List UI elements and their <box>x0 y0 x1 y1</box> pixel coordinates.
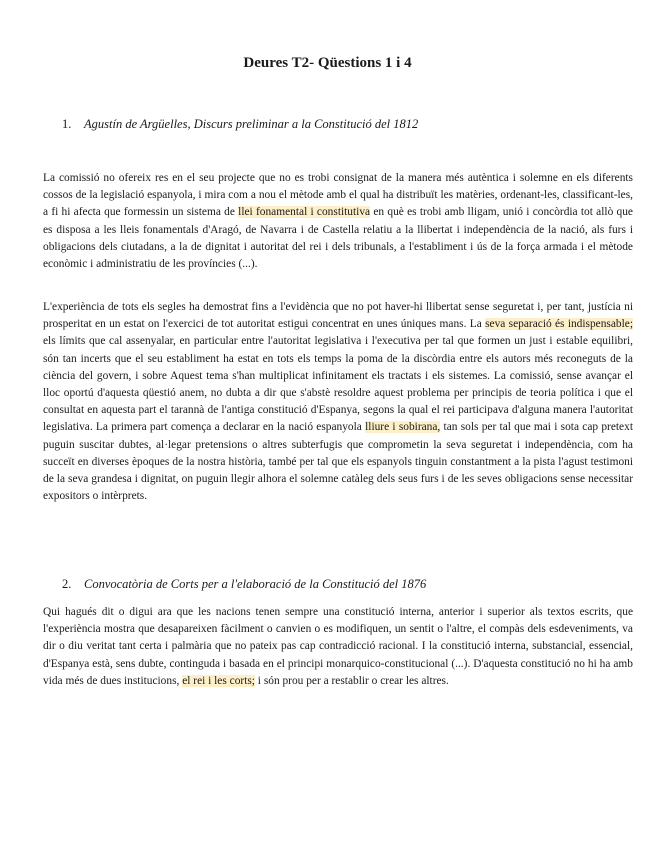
section-1-paragraph-2 <box>43 299 633 505</box>
text-run: en què es trobi amb lligam, unió i concòrdia tot allò que es disposa a les lleis fonamentals d'Aragó, de Navarra i de Castella relatiu a la llibertat i independència de la nació, als furs i obligacions dels ciutadans, a la de dignitat i autoritat del rei i dels tribunals, a l'establiment i ús de la força armada i el mètode econòmic i administratiu de les províncies (...). <box>43 206 633 271</box>
section-2-paragraph-1 <box>43 604 633 690</box>
text-run: i són prou per a restablir o crear les altres. <box>254 674 449 687</box>
highlighted-text: llei fonamental i constitutiva <box>238 206 371 219</box>
text-run: tan sols per tal que mai i sota cap pretext puguin suscitar dubtes, al·legar pretensions o altres subterfugis que comprometin la seva seguretat i independència, com ha succeït en diverses èpoques de la nostra història, també per tal que els espanyols tinguin constantment a la pista l'agust testimoni de la seva grandesa i dignitat, on puguin llegir alhora el solemne catàleg dels seus furs i de les seves obligacions sense necessitar expositors o intèrprets. <box>43 421 633 503</box>
section-1-number: 1. <box>62 117 72 131</box>
text-run: La comissió no ofereix res en el seu projecte que no es trobi consignat de la manera més autèntica i solemne en els diferents cossos de la legislació espanyola, i mira com a nou el mètode amb el qual ha distribuït les matèries, ordenant-les, classificant-les, a fi hi afecta que formessin un sistema de <box>43 172 633 219</box>
text-run: Qui hagués dit o digui ara que les nacions tenen sempre una constitució interna, anterior i superior als textos escrits, que l'experiència mostra que desapareixen fàcilment o canvien o es modifiquen, un sentit o l'altre, el compàs dels esdeveniments, va dir o diu veritat tant certa i palmària que no pateix pas cap contradicció racional. I la constitució interna, substancial, essencial, d'Espanya està, sens dubte, continguda i basada en el principi monarquico-constitucional (...). D'aquesta constitució no hi ha amb vida més de dues institucions, <box>43 606 633 687</box>
section-2-heading <box>62 577 426 592</box>
section-1-heading-text: Agustín de Argüelles, Discurs preliminar a la Constitució del 1812 <box>84 117 419 131</box>
section-2-heading-text: Convocatòria de Corts per a l'elaboració de la Constitució del 1876 <box>84 577 427 591</box>
text-run: L'experiència de tots els segles ha demostrat fins a l'evidència que no pot haver-hi llibertat sense seguretat i, per tant, justícia ni prosperitat en un estat on l'exercici de tot autoritat estigui concentrat en unes úniques mans. La <box>43 301 633 331</box>
section-1-paragraph-1 <box>43 170 633 273</box>
section-1-heading <box>62 117 418 132</box>
page-title: Deures T2- Qüestions 1 i 4 <box>243 55 412 71</box>
highlighted-text: el rei i les corts; <box>182 674 255 687</box>
text-run: els límits que cal assenyalar, en particular entre l'autoritat legislativa i l'executiva per tal que formen un just i estable equilibri, són tan incerts que el seu establiment ha estat en tots els temps la poma de la discòrdia entre els autors més reconeguts de la ciència del govern, i sobre Aquest tema s'han multiplicat infinitament els tractats i els sistemes. La comissió, sense avançar el lloc oportú d'aquesta qüestió anem, no dubta a dir que s'abstè resoldre aquest problema per principis de teoria política i que el consultat en aquesta part el tarannà de l'antiga constitució d'Espanya, segons la qual el rei participava d'alguna manera l'autoritat legislativa. La primera part comença a declarar en la nació espanyola <box>43 335 633 434</box>
highlighted-text: seva separació és indispensable; <box>485 318 633 331</box>
section-2-number: 2. <box>62 577 72 591</box>
highlighted-text: lliure i sobirana, <box>365 421 441 434</box>
